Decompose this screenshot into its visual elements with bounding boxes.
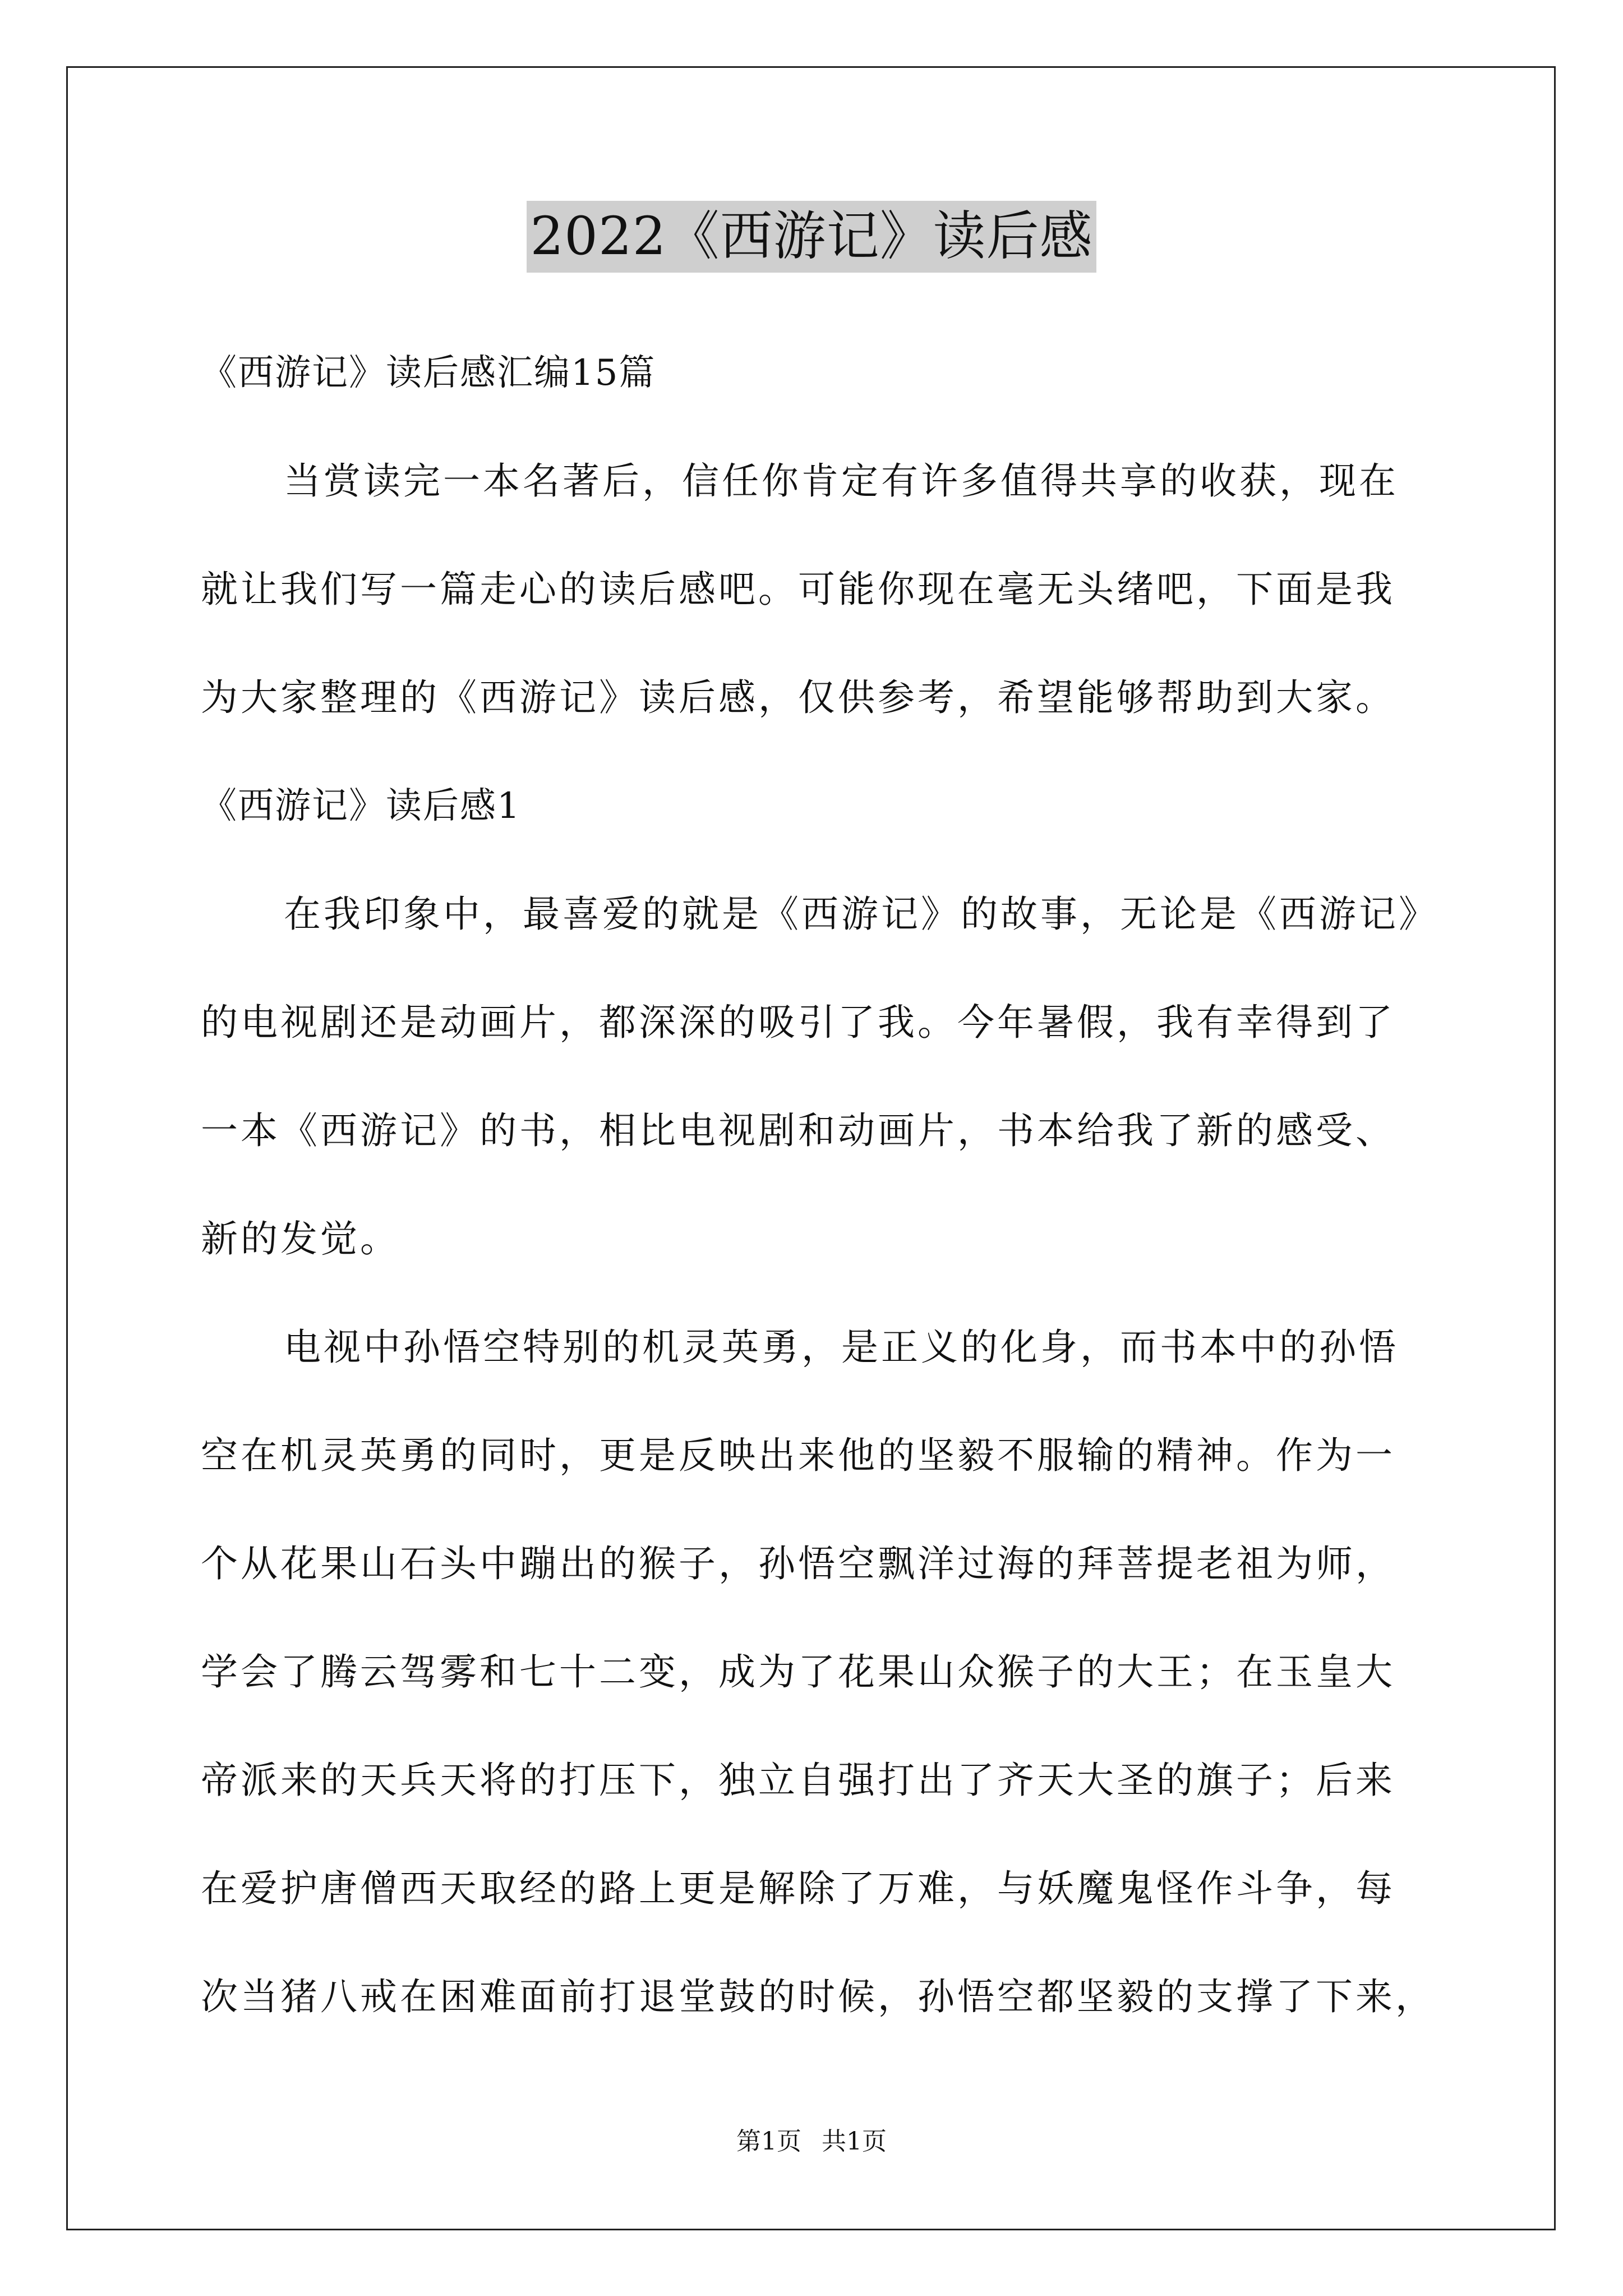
- page-footer: [0, 2125, 1623, 2159]
- page-total: 共1页: [822, 2127, 887, 2156]
- body-line: 帝派来的天兵天将的打压下，独立自强打出了齐天大圣的旗子；后来: [201, 1759, 1395, 1802]
- section-heading: 《西游记》读后感1: [201, 785, 521, 827]
- body-line: 学会了腾云驾雾和七十二变，成为了花果山众猴子的大王；在玉皇大: [201, 1650, 1395, 1694]
- body-line: 电视中孙悟空特别的机灵英勇，是正义的化身，而书本中的孙悟: [284, 1326, 1399, 1369]
- document-body: [201, 348, 1468, 2080]
- body-line: 的电视剧还是动画片，都深深的吸引了我。今年暑假，我有幸得到了: [201, 1001, 1395, 1044]
- body-line: 一本《西游记》的书，相比电视剧和动画片，书本给我了新的感受、: [201, 1109, 1395, 1152]
- body-line: 新的发觉。: [201, 1217, 400, 1260]
- body-line: 次当猪八戒在困难面前打退堂鼓的时候，孙悟空都坚毅的支撑了下来，: [201, 1975, 1435, 2018]
- body-line: 就让我们写一篇走心的读后感吧。可能你现在毫无头绪吧，下面是我: [201, 568, 1395, 611]
- page-number: 第1页: [736, 2127, 801, 2156]
- body-line: 当赏读完一本名著后，信任你肯定有许多值得共享的收获，现在: [284, 459, 1399, 503]
- body-line: 空在机灵英勇的同时，更是反映出来他的坚毅不服输的精神。作为一: [201, 1434, 1395, 1477]
- document-title: 2022《西游记》读后感: [527, 201, 1096, 273]
- body-line: 在爱护唐僧西天取经的路上更是解除了万难，与妖魔鬼怪作斗争，每: [201, 1867, 1395, 1910]
- body-line: 在我印象中，最喜爱的就是《西游记》的故事，无论是《西游记》: [284, 892, 1438, 936]
- body-line: 个从花果山石头中蹦出的猴子，孙悟空飘洋过海的拜菩提老祖为师，: [201, 1542, 1395, 1585]
- body-line: 为大家整理的《西游记》读后感，仅供参考，希望能够帮助到大家。: [201, 676, 1395, 719]
- title-container: [0, 201, 1623, 273]
- section-heading: 《西游记》读后感汇编15篇: [201, 352, 656, 394]
